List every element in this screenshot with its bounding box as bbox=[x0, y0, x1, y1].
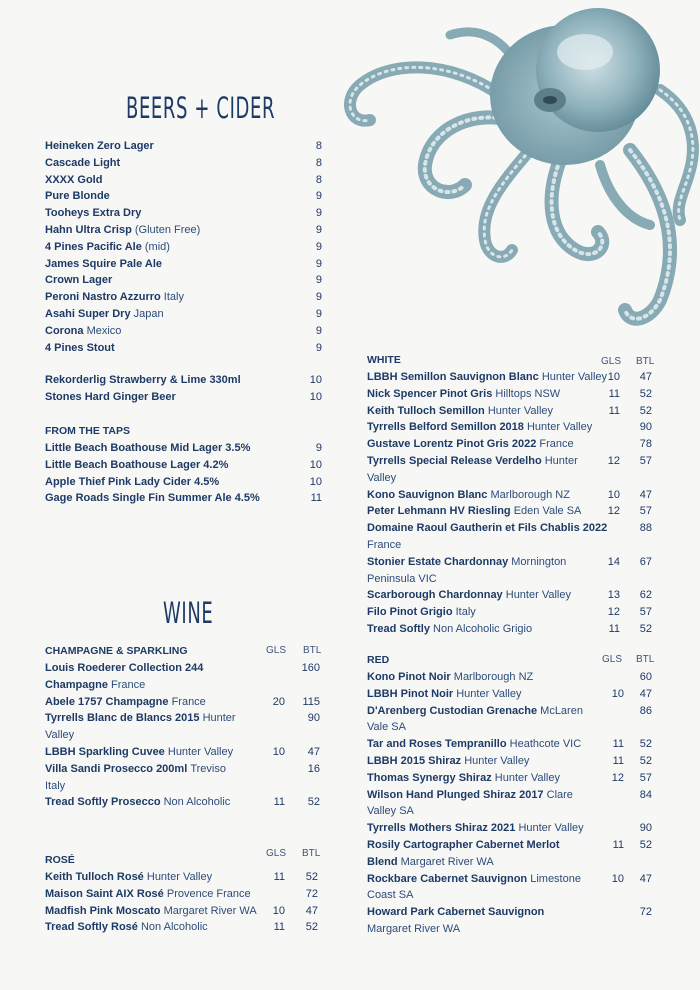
cider-list bbox=[45, 372, 325, 406]
wine-heading: WINE bbox=[163, 596, 214, 630]
btl-price: 57 bbox=[639, 606, 652, 619]
wine-origin: McLaren Vale SA bbox=[367, 704, 583, 734]
btl-price: 60 bbox=[639, 671, 652, 683]
gls-price: 11 bbox=[608, 404, 620, 417]
wine-item bbox=[367, 753, 657, 770]
item-origin: Japan bbox=[133, 307, 164, 320]
wine-origin: France bbox=[171, 695, 206, 708]
item-name: Corona Mexico bbox=[45, 324, 122, 337]
wine-item bbox=[367, 686, 657, 703]
wine-name: Howard Park Cabernet Sauvignon Margaret River WA bbox=[367, 906, 545, 935]
wine-origin: Hunter Valley bbox=[456, 687, 522, 700]
wine-item bbox=[367, 904, 657, 938]
wine-origin: Provence France bbox=[166, 887, 251, 900]
btl-price: 52 bbox=[639, 404, 652, 417]
wine-item bbox=[45, 694, 325, 711]
wine-item bbox=[45, 886, 325, 903]
btl-price: 47 bbox=[305, 904, 318, 917]
wine-item bbox=[367, 703, 657, 737]
wine-origin: Hunter Valley bbox=[505, 589, 571, 602]
wine-origin: Limestone Coast SA bbox=[367, 872, 581, 902]
rose-gls-header: GLS bbox=[266, 848, 287, 859]
menu-item bbox=[45, 272, 325, 289]
champagne-btl-header: BTL bbox=[303, 645, 322, 656]
beers-list bbox=[45, 138, 325, 356]
gls-price: 11 bbox=[612, 754, 624, 767]
wine-origin: Hunter Valley bbox=[367, 454, 578, 484]
menu-item bbox=[45, 289, 325, 306]
menu-item bbox=[45, 172, 325, 189]
item-price: 10 bbox=[309, 458, 322, 471]
item-name: Peroni Nastro Azzurro Italy bbox=[45, 291, 184, 304]
rose-btl-header: BTL bbox=[302, 848, 321, 859]
wine-name: Tread Softly Non Alcoholic Grigio bbox=[367, 622, 533, 635]
gls-price: 10 bbox=[611, 872, 624, 885]
wine-origin: Heathcote VIC bbox=[509, 738, 582, 751]
wine-origin: Margaret River WA bbox=[400, 855, 494, 868]
btl-price: 52 bbox=[305, 921, 318, 934]
btl-price: 90 bbox=[639, 822, 652, 835]
gls-price: 12 bbox=[607, 454, 620, 467]
wine-name: Tyrrells Special Release Verdelho Hunter Valley bbox=[367, 454, 578, 484]
wine-item bbox=[45, 744, 325, 761]
wine-item bbox=[367, 419, 657, 436]
btl-price: 52 bbox=[639, 838, 652, 851]
white-btl-header: BTL bbox=[636, 356, 655, 367]
menu-item bbox=[45, 306, 325, 323]
wine-item bbox=[45, 869, 325, 886]
wine-origin: Eden Vale SA bbox=[513, 505, 582, 518]
white-gls-header: GLS bbox=[601, 356, 622, 367]
item-name: Hahn Ultra Crisp (Gluten Free) bbox=[45, 223, 201, 236]
wine-name: Maison Saint AIX Rosé Provence France bbox=[45, 887, 251, 900]
wine-name: Madfish Pink Moscato Margaret River WA bbox=[45, 904, 257, 917]
taps-list bbox=[45, 440, 325, 507]
wine-origin: Hilltops NSW bbox=[495, 387, 561, 400]
item-name: Little Beach Boathouse Lager 4.2% bbox=[45, 458, 229, 471]
menu-item bbox=[45, 389, 325, 406]
wine-origin: Marlborough NZ bbox=[453, 671, 534, 683]
btl-price: 52 bbox=[639, 622, 652, 635]
btl-price: 90 bbox=[307, 712, 320, 725]
red-gls-header: GLS bbox=[602, 654, 623, 665]
wine-name: D'Arenberg Custodian Grenache McLaren Vale SA bbox=[367, 704, 583, 734]
item-name: Little Beach Boathouse Mid Lager 3.5% bbox=[45, 442, 251, 454]
taps-section-title: FROM THE TAPS bbox=[45, 425, 130, 437]
wine-name: Tread Softly Rosé Non Alcoholic bbox=[45, 921, 208, 934]
gls-price: 12 bbox=[611, 771, 624, 784]
item-name: Gage Roads Single Fin Summer Ale 4.5% bbox=[45, 492, 260, 505]
wine-item bbox=[367, 503, 657, 520]
btl-price: 57 bbox=[639, 454, 652, 467]
wine-item bbox=[367, 621, 657, 638]
red-section-title: RED bbox=[367, 654, 390, 666]
item-name: 4 Pines Pacific Ale (mid) bbox=[45, 240, 170, 253]
wine-origin: France bbox=[111, 678, 146, 691]
wine-item bbox=[367, 554, 657, 588]
item-price: 9 bbox=[315, 207, 322, 220]
btl-price: 52 bbox=[639, 387, 652, 400]
wine-item bbox=[367, 736, 657, 753]
wine-item bbox=[45, 903, 325, 920]
wine-name: Tyrrells Belford Semillon 2018 Hunter Valley bbox=[367, 421, 593, 434]
wine-item bbox=[367, 837, 657, 871]
menu-item bbox=[45, 205, 325, 222]
red-list bbox=[367, 669, 657, 938]
btl-price: 47 bbox=[307, 745, 320, 758]
wine-name: Keith Tulloch Rosé Hunter Valley bbox=[45, 871, 213, 883]
menu-item bbox=[45, 155, 325, 172]
menu-item bbox=[45, 239, 325, 256]
menu-item bbox=[45, 457, 325, 474]
gls-price: 10 bbox=[607, 488, 620, 501]
wine-name: LBBH Pinot Noir Hunter Valley bbox=[367, 687, 522, 700]
item-price: 9 bbox=[315, 324, 322, 337]
wine-item bbox=[45, 710, 325, 744]
wine-name: Tar and Roses Tempranillo Heathcote VIC bbox=[367, 738, 582, 751]
menu-item bbox=[45, 372, 325, 389]
wine-origin: Hunter Valley bbox=[487, 404, 554, 417]
wine-item bbox=[367, 369, 657, 386]
wine-origin: Mornington Peninsula VIC bbox=[367, 555, 567, 585]
btl-price: 52 bbox=[639, 754, 652, 767]
menu-item bbox=[45, 188, 325, 205]
wine-item bbox=[367, 871, 657, 905]
wine-name: Peter Lehmann HV Riesling Eden Vale SA bbox=[367, 505, 582, 518]
wine-name: LBBH 2015 Shiraz Hunter Valley bbox=[367, 754, 530, 767]
gls-price: 12 bbox=[607, 505, 620, 518]
wine-item bbox=[367, 770, 657, 787]
btl-price: 90 bbox=[639, 421, 652, 434]
wine-name: Gustave Lorentz Pinot Gris 2022 France bbox=[367, 438, 574, 451]
item-name: Apple Thief Pink Lady Cider 4.5% bbox=[45, 475, 220, 488]
wine-name: Wilson Hand Plunged Shiraz 2017 Clare Valley SA bbox=[367, 788, 573, 818]
gls-price: 20 bbox=[272, 695, 285, 708]
wine-item bbox=[45, 761, 325, 795]
btl-price: 47 bbox=[639, 371, 652, 383]
wine-name: LBBH Sparkling Cuvee Hunter Valley bbox=[45, 745, 234, 758]
gls-price: 11 bbox=[273, 796, 285, 809]
menu-item bbox=[45, 138, 325, 155]
wine-name: Louis Roederer Collection 244 Champagne France bbox=[45, 662, 204, 691]
wine-name: Nick Spencer Pinot Gris Hilltops NSW bbox=[367, 387, 561, 400]
item-origin: (mid) bbox=[144, 240, 170, 253]
btl-price: 88 bbox=[639, 522, 652, 535]
wine-origin: Hunter Valley bbox=[518, 822, 584, 835]
btl-price: 78 bbox=[639, 438, 652, 451]
gls-price: 11 bbox=[608, 387, 620, 400]
btl-price: 160 bbox=[301, 662, 320, 674]
item-name: Cascade Light bbox=[45, 156, 121, 169]
wine-item bbox=[367, 669, 657, 686]
wine-origin: France bbox=[367, 538, 402, 551]
btl-price: 52 bbox=[305, 871, 318, 883]
wine-name: Keith Tulloch Semillon Hunter Valley bbox=[367, 404, 554, 417]
item-price: 9 bbox=[315, 442, 322, 454]
btl-price: 57 bbox=[639, 505, 652, 518]
wine-item bbox=[45, 919, 325, 936]
wine-name: Filo Pinot Grigio Italy bbox=[367, 606, 476, 619]
rose-list bbox=[45, 869, 325, 936]
wine-name: Abele 1757 Champagne France bbox=[45, 695, 206, 708]
item-price: 11 bbox=[310, 492, 322, 505]
btl-price: 115 bbox=[302, 695, 320, 708]
wine-origin: Hunter Valley bbox=[167, 745, 234, 758]
wine-item bbox=[367, 386, 657, 403]
wine-name: LBBH Semillon Sauvignon Blanc Hunter Valley bbox=[367, 371, 608, 383]
wine-name: Rockbare Cabernet Sauvignon Limestone Coast SA bbox=[367, 872, 581, 902]
gls-price: 10 bbox=[272, 745, 285, 758]
wine-item bbox=[45, 794, 325, 811]
item-price: 9 bbox=[315, 291, 322, 304]
btl-price: 47 bbox=[639, 872, 652, 885]
wine-item bbox=[367, 587, 657, 604]
wine-origin: Hunter Valley bbox=[541, 371, 608, 383]
champagne-section-title: CHAMPAGNE & SPARKLING bbox=[45, 645, 188, 657]
btl-price: 47 bbox=[639, 488, 652, 501]
gls-price: 11 bbox=[612, 838, 624, 851]
rose-section-title: ROSÉ bbox=[45, 854, 75, 866]
btl-price: 62 bbox=[639, 589, 652, 602]
wine-origin: Clare Valley SA bbox=[367, 788, 573, 818]
gls-price: 13 bbox=[607, 589, 620, 602]
wine-origin: Italy bbox=[455, 606, 476, 619]
btl-price: 52 bbox=[639, 738, 652, 751]
item-name: 4 Pines Stout bbox=[45, 341, 115, 354]
btl-price: 52 bbox=[307, 796, 320, 809]
menu-item bbox=[45, 340, 325, 357]
wine-item bbox=[367, 487, 657, 504]
menu-item bbox=[45, 222, 325, 239]
menu-item bbox=[45, 474, 325, 491]
wine-item bbox=[367, 604, 657, 621]
item-price: 8 bbox=[315, 140, 322, 152]
item-name: James Squire Pale Ale bbox=[45, 257, 162, 270]
wine-name: Tyrrells Mothers Shiraz 2021 Hunter Valley bbox=[367, 822, 584, 835]
item-name: Stones Hard Ginger Beer bbox=[45, 390, 176, 403]
wine-item bbox=[367, 453, 657, 487]
item-price: 8 bbox=[315, 156, 322, 169]
menu-item bbox=[45, 490, 325, 507]
item-origin: (Gluten Free) bbox=[134, 223, 201, 236]
wine-name: Kono Sauvignon Blanc Marlborough NZ bbox=[367, 488, 570, 501]
item-price: 9 bbox=[315, 190, 322, 203]
wine-name: Scarborough Chardonnay Hunter Valley bbox=[367, 589, 571, 602]
wine-origin: Margaret River WA bbox=[367, 922, 461, 935]
wine-name: Tread Softly Prosecco Non Alcoholic bbox=[45, 796, 231, 809]
red-btl-header: BTL bbox=[636, 654, 655, 665]
item-price: 10 bbox=[309, 390, 322, 403]
btl-price: 72 bbox=[305, 887, 318, 900]
item-name: Pure Blonde bbox=[45, 190, 110, 203]
wine-item bbox=[367, 520, 657, 554]
wine-name: Tyrrells Blanc de Blancs 2015 Hunter Valley bbox=[45, 712, 236, 742]
gls-price: 10 bbox=[611, 687, 624, 700]
item-price: 9 bbox=[315, 274, 322, 287]
item-price: 10 bbox=[309, 475, 322, 488]
item-name: XXXX Gold bbox=[45, 173, 103, 186]
item-name: Rekorderlig Strawberry & Lime 330ml bbox=[45, 374, 241, 386]
champagne-list bbox=[45, 660, 325, 811]
wine-origin: Hunter Valley bbox=[146, 871, 213, 883]
wine-item bbox=[367, 787, 657, 821]
btl-price: 72 bbox=[639, 906, 652, 919]
item-price: 8 bbox=[315, 173, 322, 186]
wine-origin: Non Alcoholic Grigio bbox=[433, 622, 533, 635]
wine-name: Thomas Synergy Shiraz Hunter Valley bbox=[367, 771, 560, 784]
menu-item bbox=[45, 256, 325, 273]
gls-price: 11 bbox=[608, 622, 620, 635]
item-name: Asahi Super Dry Japan bbox=[45, 307, 164, 320]
item-origin: Italy bbox=[163, 291, 184, 304]
wine-origin: Treviso Italy bbox=[45, 762, 226, 792]
item-price: 9 bbox=[315, 257, 322, 270]
wine-item bbox=[367, 403, 657, 420]
btl-price: 57 bbox=[639, 771, 652, 784]
item-price: 9 bbox=[315, 223, 322, 236]
wine-origin: Non Alcoholic bbox=[163, 796, 231, 809]
champagne-gls-header: GLS bbox=[266, 645, 287, 656]
wine-name: Domaine Raoul Gautherin et Fils Chablis 2022 France bbox=[367, 522, 608, 551]
wine-origin: Hunter Valley bbox=[464, 754, 530, 767]
wine-origin: Hunter Valley bbox=[494, 771, 560, 784]
wine-item bbox=[45, 660, 325, 694]
item-price: 9 bbox=[315, 341, 322, 354]
beers-heading: BEERS + CIDER bbox=[126, 91, 276, 125]
wine-origin: France bbox=[539, 438, 574, 451]
item-price: 10 bbox=[309, 374, 322, 386]
wine-name: Villa Sandi Prosecco 200ml Treviso Italy bbox=[45, 762, 226, 792]
item-name: Heineken Zero Lager bbox=[45, 140, 154, 152]
menu-item bbox=[45, 440, 325, 457]
wine-origin: Marlborough NZ bbox=[490, 488, 570, 501]
wine-origin: Hunter Valley bbox=[526, 421, 593, 434]
gls-price: 12 bbox=[607, 606, 620, 619]
item-name: Crown Lager bbox=[45, 274, 113, 287]
gls-price: 10 bbox=[272, 904, 285, 917]
wine-origin: Hunter Valley bbox=[45, 712, 236, 742]
wine-origin: Margaret River WA bbox=[163, 904, 257, 917]
item-origin: Mexico bbox=[86, 324, 122, 337]
wine-item bbox=[367, 820, 657, 837]
gls-price: 10 bbox=[607, 371, 620, 383]
btl-price: 16 bbox=[307, 762, 320, 775]
gls-price: 11 bbox=[612, 738, 624, 751]
menu-item bbox=[45, 323, 325, 340]
gls-price: 11 bbox=[273, 871, 285, 883]
octopus-illustration bbox=[330, 0, 700, 345]
btl-price: 47 bbox=[639, 687, 652, 700]
btl-price: 84 bbox=[639, 788, 652, 801]
white-section-title: WHITE bbox=[367, 354, 401, 366]
item-price: 9 bbox=[315, 307, 322, 320]
btl-price: 86 bbox=[639, 704, 652, 717]
item-price: 9 bbox=[315, 240, 322, 253]
white-list bbox=[367, 369, 657, 638]
wine-item bbox=[367, 436, 657, 453]
gls-price: 14 bbox=[607, 555, 620, 568]
btl-price: 67 bbox=[639, 555, 652, 568]
wine-name: Rosily Cartographer Cabernet Merlot Blend Margaret River WA bbox=[367, 838, 560, 868]
wine-name: Stonier Estate Chardonnay Mornington Peninsula VIC bbox=[367, 555, 567, 585]
wine-origin: Non Alcoholic bbox=[140, 921, 208, 934]
item-name: Tooheys Extra Dry bbox=[45, 207, 142, 220]
gls-price: 11 bbox=[273, 921, 285, 934]
wine-name: Kono Pinot Noir Marlborough NZ bbox=[367, 671, 534, 683]
